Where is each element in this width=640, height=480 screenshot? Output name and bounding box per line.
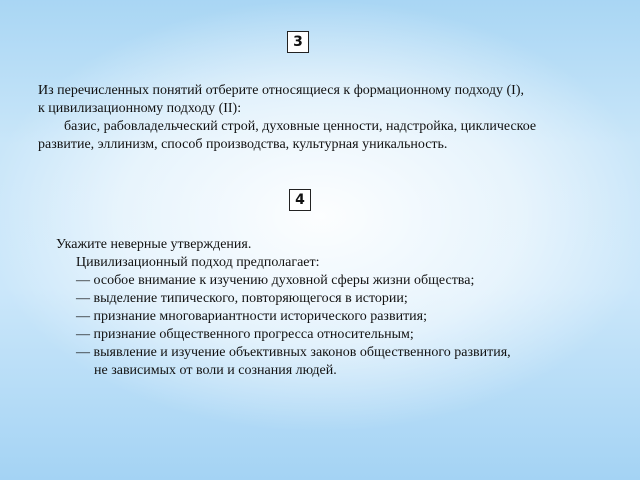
- task-4-item-continuation: не зависимых от воли и сознания людей.: [94, 363, 337, 378]
- task-4-title: Укажите неверные утверждения.: [56, 237, 252, 252]
- task-3-line-2: к цивилизационному подходу (II):: [38, 101, 242, 116]
- task-4-item: — признание многовариантности исторического развития;: [76, 309, 428, 324]
- task-4-text: [56, 236, 616, 380]
- task-4-item: — признание общественного прогресса относительным;: [76, 327, 414, 342]
- task-4-item: — выделение типического, повторяющегося в истории;: [76, 291, 408, 306]
- task-3-line-3: базис, рабовладельческий строй, духовные ценности, надстройка, циклическое: [64, 119, 537, 134]
- task-4-item: — выявление и изучение объективных законов общественного развития,: [76, 345, 511, 360]
- task-4-item: — особое внимание к изучению духовной сферы жизни общества;: [76, 273, 475, 288]
- task-3-text: [38, 82, 606, 154]
- task-4-number-badge: 4: [289, 189, 311, 211]
- task-3-line-1: Из перечисленных понятий отберите относящиеся к формационному подходу (I),: [38, 83, 524, 98]
- task-4-intro: Цивилизационный подход предполагает:: [76, 255, 320, 270]
- task-3-number-badge: 3: [287, 31, 309, 53]
- task-3-line-4: развитие, эллинизм, способ производства, культурная уникальность.: [38, 137, 448, 152]
